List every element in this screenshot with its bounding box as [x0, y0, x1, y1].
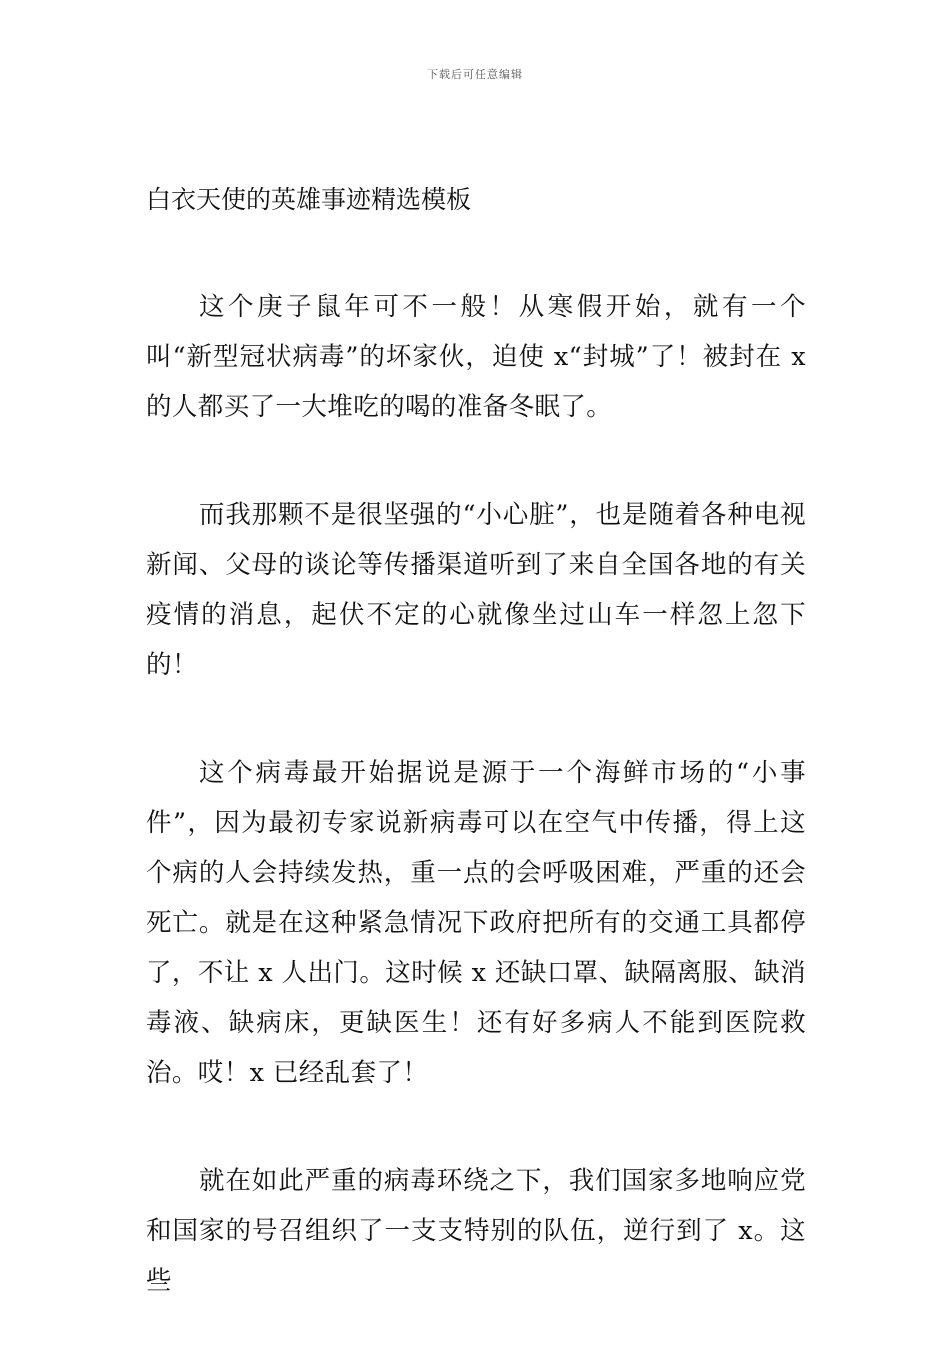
- document-body: [146, 282, 806, 1364]
- paragraph-4: 就在如此严重的病毒环绕之下，我们国家多地响应党和国家的号召组织了一支支特别的队伍，逆行到了 x。这些: [146, 1166, 806, 1296]
- paragraph-2: 而我那颗不是很坚强的“小心脏”，也是随着各种电视新闻、父母的谈论等传播渠道听到了来自全国各地的有关疫情的消息，起伏不定的心就像坐过山车一样忽上忽下的！: [146, 500, 806, 680]
- header-note: 下载后可任意编辑: [427, 68, 523, 81]
- paragraph-1: 这个庚子鼠年可不一般！从寒假开始，就有一个叫“新型冠状病毒”的坏家伙，迫使 x“封城”了！被封在 x的人都买了一大堆吃的喝的准备冬眠了。: [146, 292, 806, 422]
- paragraph-3: 这个病毒最开始据说是源于一个海鲜市场的“小事件”，因为最初专家说新病毒可以在空气中传播，得上这个病的人会持续发热，重一点的会呼吸困难，严重的还会死亡。就是在这种紧急情况下政府把所有的交通工具都停了，不让 x 人出门。这时候 x 还缺口罩、缺隔离服、缺消毒液、缺病床，更缺医生！还有好多病人不能到医院救治。哎！x 已经乱套了！: [146, 758, 806, 1088]
- document-title: 白衣天使的英雄事迹精选模板: [146, 185, 472, 214]
